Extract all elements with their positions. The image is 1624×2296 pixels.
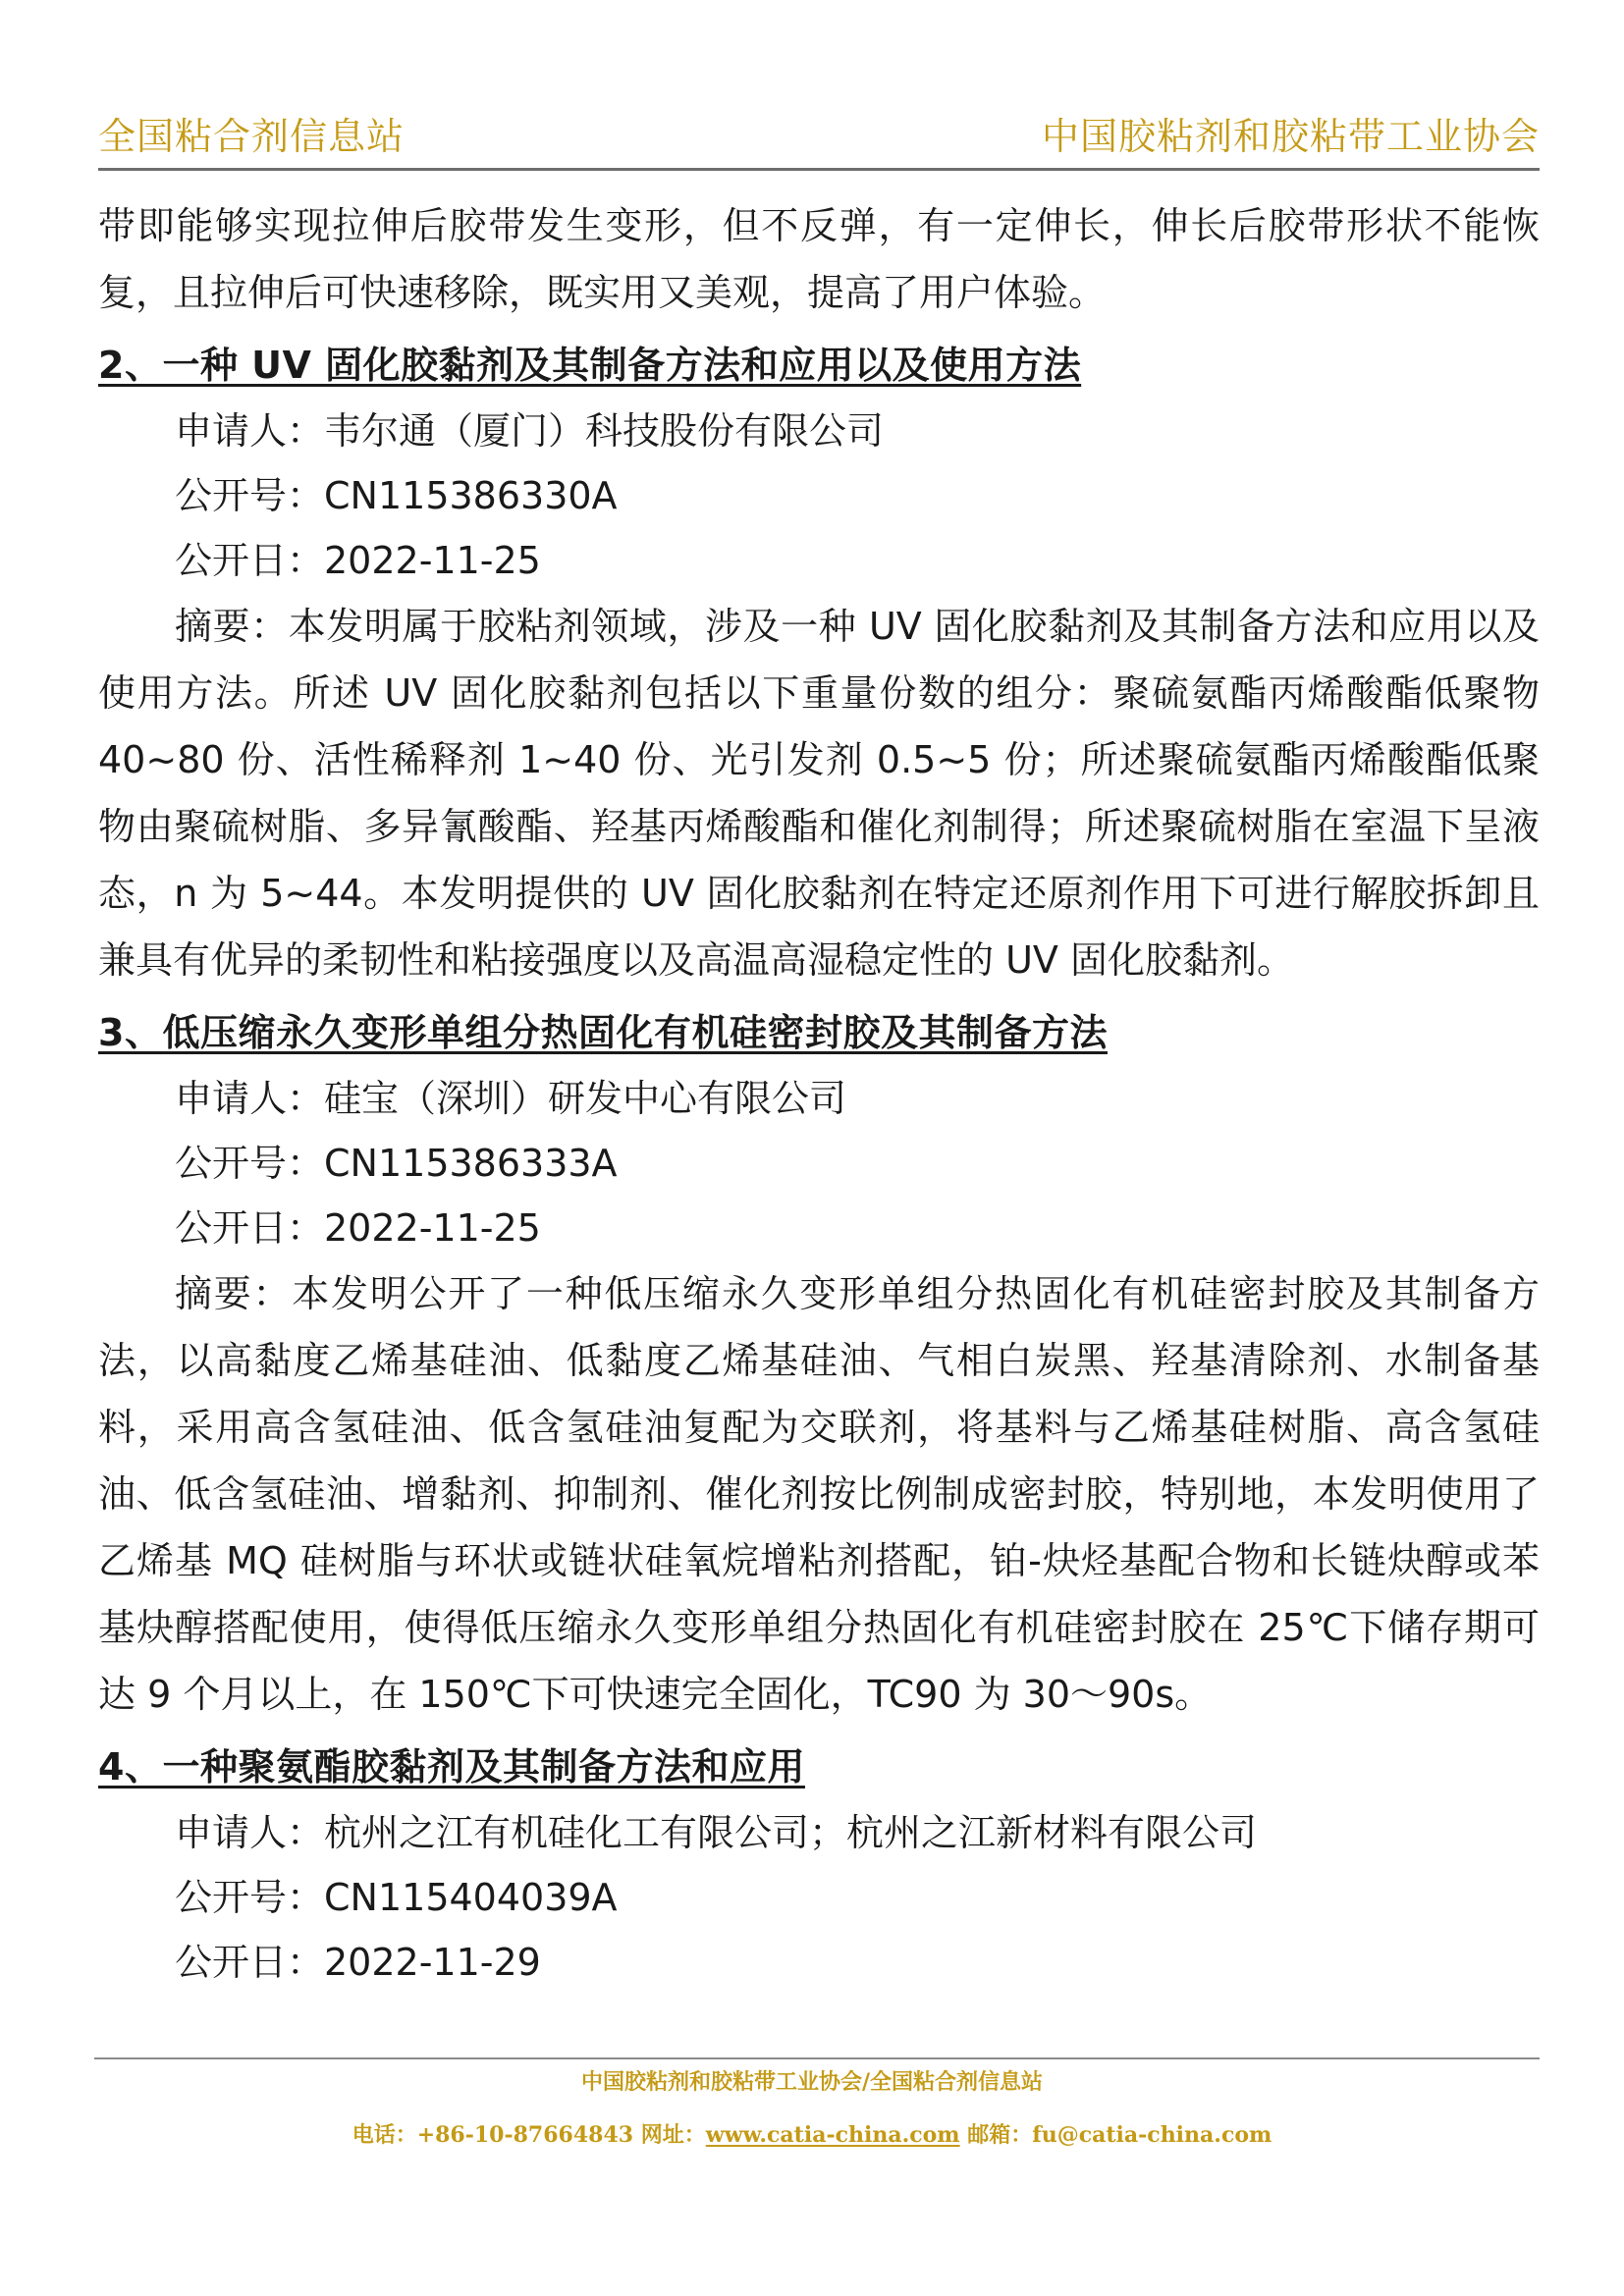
patent-entry-4 [98,1734,1540,1995]
footer-contact [0,2118,1624,2149]
intro-paragraph: 带即能够实现拉伸后胶带发生变形，但不反弹，有一定伸长，伸长后胶带形状不能恢复，且拉伸后可快速移除，既实用又美观，提高了用户体验。 [98,204,1540,314]
entry-title: 2、一种 UV 固化胶黏剂及其制备方法和应用以及使用方法 [98,344,1082,387]
entry-pub-number: 公开号：CN115404039A [175,1876,618,1919]
entry-pub-number: 公开号：CN115386333A [175,1142,618,1185]
entry-applicant: 申请人：韦尔通（厦门）科技股份有限公司 [175,409,885,453]
header-site-name: 全国粘合剂信息站 [98,115,406,158]
entry-applicant: 申请人：硅宝（深圳）研发中心有限公司 [175,1077,847,1120]
footer-email[interactable]: fu@catia-china.com [1032,2122,1272,2148]
entry-abstract: 摘要：本发明属于胶粘剂领域，涉及一种 UV 固化胶黏剂及其制备方法和应用以及使用方法。所述 UV 固化胶黏剂包括以下重量份数的组分：聚硫氨酯丙烯酸酯低聚物 40~80 份、活性稀释剂 1~40 份、光引发剂 0.5~5 份；所述聚硫氨酯丙烯酸酯低聚物由聚硫树脂、多异氰酸酯、羟基丙烯酸酯和催化剂制得；所述聚硫树脂在室温下呈液态，n 为 5~44。本发明提供的 UV 固化胶黏剂在特定还原剂作用下可进行解胶拆卸且兼具有优异的柔韧性和粘接强度以及高温高湿稳定性的 UV 固化胶黏剂。 [98,605,1540,982]
patent-entry-3 [98,999,1540,1728]
footer-mail-label: 邮箱： [967,2122,1033,2148]
document-body [98,192,1540,1995]
entry-pub-number: 公开号：CN115386330A [175,474,618,517]
entry-pub-date: 公开日：2022-11-25 [175,539,541,582]
footer-phone: 电话：+86-10-87664843 [352,2122,634,2148]
entry-pub-date: 公开日：2022-11-29 [175,1941,541,1984]
entry-abstract: 摘要：本发明公开了一种低压缩永久变形单组分热固化有机硅密封胶及其制备方法，以高黏度乙烯基硅油、低黏度乙烯基硅油、气相白炭黑、羟基清除剂、水制备基料，采用高含氢硅油、低含氢硅油复配为交联剂，将基料与乙烯基硅树脂、高含氢硅油、低含氢硅油、增黏剂、抑制剂、催化剂按比例制成密封胶，特别地，本发明使用了乙烯基 MQ 硅树脂与环状或链状硅氧烷增粘剂搭配，铂-炔烃基配合物和长链炔醇或苯基炔醇搭配使用，使得低压缩永久变形单组分热固化有机硅密封胶在 25℃下储存期可达 9 个月以上，在 150℃下可快速完全固化，TC90 为 30～90s。 [98,1272,1540,1716]
entry-title: 4、一种聚氨酯胶黏剂及其制备方法和应用 [98,1745,805,1789]
header-association-name: 中国胶粘剂和胶粘带工业协会 [1041,115,1540,158]
footer-web-label: 网址： [640,2122,706,2148]
footer-website-link[interactable]: www.catia-china.com [705,2122,960,2148]
page-header [98,110,1540,171]
patent-entry-2 [98,332,1540,993]
entry-applicant: 申请人：杭州之江有机硅化工有限公司；杭州之江新材料有限公司 [175,1811,1258,1854]
entry-pub-date: 公开日：2022-11-25 [175,1206,541,1250]
footer-organization: 中国胶粘剂和胶粘带工业协会/全国粘合剂信息站 [580,2069,1044,2095]
entry-title: 3、低压缩永久变形单组分热固化有机硅密封胶及其制备方法 [98,1011,1108,1054]
footer-divider [94,2057,1540,2059]
